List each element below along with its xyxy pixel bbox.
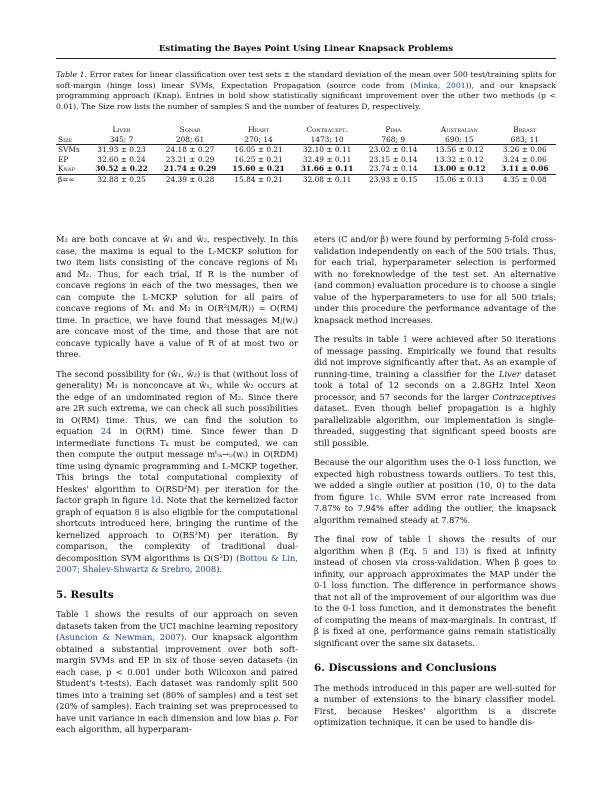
dataset-name: Contraceptives [492, 391, 556, 402]
table-cell: 4.35 ± 0.08 [502, 174, 547, 184]
row-label: EP [58, 154, 69, 164]
table-cell: 21.74 ± 0.29 [156, 164, 225, 174]
header-cell: Liver [112, 125, 131, 134]
text-run: is also eligible for the computational shortcuts introduced here, bringing the runtime of the kernelized approach to O(RS³M) per iteration. By comparison, the complexity of traditional dual-decomposition SVM algorithms is Ω(S²D) ( [56, 506, 299, 563]
equation-link[interactable]: 8 [134, 506, 140, 517]
equation-link[interactable]: 24 [100, 426, 112, 436]
equation-link[interactable]: 13 [454, 545, 466, 556]
table-cell: 23.21 ± 0.29 [165, 154, 215, 164]
table-row [56, 174, 556, 184]
paragraph [314, 534, 556, 649]
right-column [314, 234, 556, 737]
table-cell: 15.60 ± 0.21 [224, 164, 293, 174]
table-header-row [56, 125, 556, 135]
citation-link[interactable]: Bottou & Lin, 2007; Shalev-Shwartz & Srebro, 2008 [56, 552, 298, 574]
table-cell: 32.60 ± 0.24 [97, 154, 146, 164]
size-row [56, 135, 556, 145]
size-cell: 270; 14 [224, 135, 293, 145]
text-run: ) is fixed at infinity instead of chosen via cross-validation. When β goes to infinity, our approach approximates the MAP under the 0-1 loss function. The difference in performance shows that not all of the improvement of our algorithm was due to the 0-1 loss function, and it demonstrates the benefit of computing the means of max-marginals. In contrast, if β is fixed at one, performance gains remain statistically significant over the same six datasets. [314, 545, 556, 648]
table-body [56, 145, 556, 185]
text-run: . While SVM error rate increased from 7.87% to 7.94% after adding the outlier, the knapsack algorithm remained steady at 7.87%. [314, 491, 556, 525]
row-label: Knap [56, 164, 87, 174]
table-row [56, 155, 556, 165]
text-run: dataset took a total of 12 seconds on a 2.8GHz Intel Xeon processor, and 57 seconds for the larger [314, 368, 556, 402]
header-cell: Breast [513, 125, 537, 134]
left-column [56, 234, 298, 744]
section-heading-results: 5. Results [56, 588, 114, 601]
equation-link[interactable]: 5 [422, 545, 428, 556]
running-head: Estimating the Bayes Point Using Linear Knapsack Problems [158, 44, 454, 54]
table-row [56, 164, 556, 174]
table-cell: 16.05 ± 0.21 [224, 145, 293, 155]
table-cell: 32.08 ± 0.11 [302, 174, 352, 184]
table-cell: 32.88 ± 0.25 [97, 174, 146, 184]
table-cell: 32.49 ± 0.11 [302, 154, 352, 164]
table-link[interactable]: 1 [426, 534, 433, 544]
paragraph: eters (C and/or β) were found by performing 5-fold cross-validation independently on each of the 500 trials. Thus, for each trial, hyperparameter selection is performed with no foreknowledge of the test set. An alternative (and common) evaluation procedure is to choose a single value of the hyperparameters to use for all 500 trials; under this procedure the performance advantage of the knapsack method increases. [314, 234, 556, 325]
paragraph [314, 457, 556, 526]
size-label: Size [56, 135, 87, 145]
table-cell: 23.74 ± 0.14 [361, 164, 425, 174]
size-cell: 1473; 10 [293, 135, 362, 145]
figure-link[interactable]: 1d [150, 495, 161, 505]
text-run: ). [216, 564, 223, 574]
caption-text-a: Error rates for linear classification over test sets ± the standard deviation of the mean over 500 test/training splits for soft-margin (hinge loss) linear SVMs, Expectation Propagation (source code from ( [56, 70, 556, 90]
text-run: Because the our algorithm uses the 0-1 loss function, we expected high robustness towards outliers. To test this, we added a single outlier at position (10, 0) to the data from figure [314, 457, 556, 502]
table-cell: 24.39 ± 0.28 [165, 174, 215, 184]
header-cell [56, 125, 87, 135]
table-cell: 13.56 ± 0.12 [425, 145, 494, 155]
figure-link[interactable]: 1c [369, 491, 379, 502]
text-run: were achieved after 50 iterations of message passing. Empirically we found that results did not improve significantly after that. As an example of running-time, training a classifier for the [314, 334, 556, 379]
table-link[interactable]: 1 [402, 334, 408, 344]
table-link[interactable]: 1 [84, 609, 90, 619]
table-cell: 24.18 ± 0.27 [156, 145, 225, 155]
paragraph [56, 609, 298, 736]
header-cell: Australian [440, 125, 478, 134]
table-cell: 32.10 ± 0.11 [293, 145, 362, 155]
table-caption [56, 70, 556, 112]
text-run: . Note that the kernelized factor graph of equation [56, 495, 299, 517]
results-table [56, 125, 556, 185]
caption-citation-link[interactable]: Minka, 2001 [413, 80, 466, 90]
text-run: in O(RM) time. Since fewer than D intermediate functions Tₖ must be computed, we can then compute the output message mᵗ₍ₖ→ᵢ₎(wᵢ) in O(RDM) time using dynamic programming and L-MCKP together. This brings the total computational complexity of Heskes' algorithm to O(RSD²M) per iteration for the factor graph in figure [56, 426, 298, 505]
paragraph: M̂₂ are both concave at ŵ₁ and ŵ₂, respectively. In this case, the maxima is equal to the L-MCKP solution for two item lists consisting of the concave regions of M̂₁ and M̂₂. Thus, for each trial, If R is the number of concave regions in each of the two messages, then we can compute the L-MCKP solution for all pairs of concave regions of M̂₁ and M̂₂ in O(R²(M/R)) = O(RM) time. In practice, we have found that messages Mⱼ(wⱼ) are concave most of the time, and those that are not concave typically have a value of R of at most two or three. [56, 234, 298, 359]
table-cell: 23.02 ± 0.14 [361, 145, 425, 155]
section-heading-discussion: 6. Discussions and Conclusions [314, 662, 497, 674]
table-cell: 15.06 ± 0.13 [435, 174, 484, 184]
text-run: and [427, 545, 455, 556]
size-cell: 683; 11 [494, 135, 556, 145]
table-cell: 16.25 ± 0.21 [234, 154, 283, 164]
row-label: β=∞ [58, 174, 75, 184]
text-run: The final row of table [314, 534, 427, 544]
text-run: shows the results of our algorithm when β (Eq. [314, 534, 556, 556]
paragraph [56, 369, 298, 576]
table-cell: 23.93 ± 0.15 [368, 174, 418, 184]
citation-link[interactable]: Asuncion & Newman, 2007 [59, 632, 181, 642]
text-run: Table [56, 609, 85, 619]
paragraph [314, 334, 556, 449]
size-cell: 208; 61 [156, 135, 225, 145]
table-cell: 13.00 ± 0.12 [425, 164, 494, 174]
text-run: dataset. Even though belief propagation is a highly parallelizable algorithm, our implementation is single-threaded, suggesting that significant speed boosts are still possible. [314, 403, 556, 448]
table-cell: 13.32 ± 0.12 [435, 154, 484, 164]
table-cell: 31.66 ± 0.11 [293, 164, 362, 174]
text-run: The second possibility for (ŵ₁, ŵ₂) is that (without loss of generality) M̂₁ is nonconcave at ŵ₁, while ŵ₂ occurs at the edge of an undominated region of M̂₂. Since there are 2R such extrema, we can check all such possibilities in O(RM) time. Thus, we can find the solution to equation [56, 368, 298, 436]
header-rule [56, 58, 556, 59]
header-cell: Contracept. [306, 125, 348, 134]
size-cell: 768; 9 [361, 135, 425, 145]
table-row [56, 145, 556, 155]
size-cell: 345; 7 [87, 135, 156, 145]
table-cell: 31.93 ± 0.23 [87, 145, 156, 155]
table-cell: 3.24 ± 0.06 [502, 154, 547, 164]
text-run: ). Our knapsack algorithm obtained a substantial improvement over both soft-margin SVMs and EP in six of those seven datasets (in each case, p < 0.001 under both Wilcoxon and paired Student's t-tests). Each dataset was randomly split 500 times into a training set (80% of samples) and a test set (20% of samples). Each training set was preprocessed to have unit variance in each dimension and low bias ρ. For each algorithm, all hyperparam- [56, 632, 298, 734]
table-cell: 23.15 ± 0.14 [368, 154, 418, 164]
table-cell: 3.26 ± 0.06 [494, 145, 556, 155]
dataset-name: Liver [498, 368, 521, 379]
caption-text-b: )), and our knapsack programming approach (Knap). Entries in bold show statistically significant improvement over the other two methods (p < 0.01). The Size row lists the number of samples S and the number of features D, respectively. [56, 80, 556, 111]
row-label: SVMs [56, 145, 87, 155]
size-cell: 690; 15 [425, 135, 494, 145]
header-cell: Sonar [179, 125, 201, 134]
header-cell: Pima [385, 125, 402, 134]
text-run: The results in table [314, 334, 403, 344]
table-cell: 15.84 ± 0.21 [234, 174, 283, 184]
table-cell: 30.52 ± 0.22 [87, 164, 156, 174]
caption-label: Table 1. [56, 70, 88, 79]
text-run: shows the results of our approach on seven datasets taken from the UCI machine learning repository ( [56, 609, 298, 642]
paragraph: The methods introduced in this paper are well-suited for a number of extensions to the binary classifier model. First, because Heskes' algorithm is a discrete optimization technique, it can be used to handle dis- [314, 682, 556, 727]
header-cell: Heart [248, 125, 270, 134]
table-cell: 3.11 ± 0.06 [494, 164, 556, 174]
